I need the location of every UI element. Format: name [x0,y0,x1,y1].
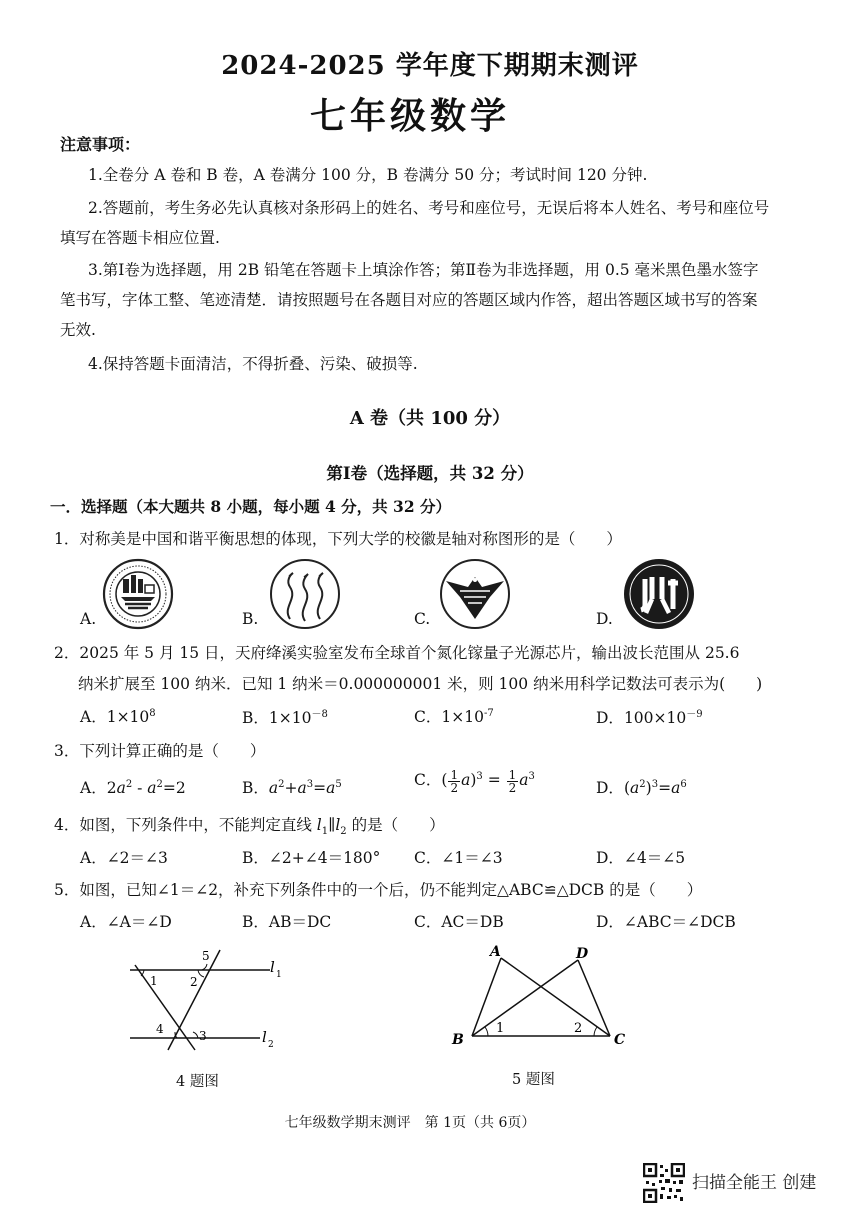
note-item-1: 1.全卷分 A 卷和 B 卷，A 卷满分 100 分，B 卷满分 50 分；考试时间 120 分钟. [88,166,648,184]
q3-option-d-prefix: D． [596,779,624,797]
q2-option-d [596,705,703,728]
fig4-label-2: 2 [190,975,198,989]
q2-option-c [414,705,494,727]
fig5-label-b: B [452,1032,464,1048]
q2-option-d-base: 100×10 [623,709,687,728]
q3-option-c-prefix: C． [414,771,442,789]
volume-a-heading: A 卷（共 100 分） [349,408,511,429]
q4-option-c: C．∠1＝∠3 [414,849,503,867]
fig4-label-l1-sub: 1 [276,970,282,980]
parallel-sign: ∥ [328,816,336,834]
fig5-label-c: C [614,1032,626,1048]
q3-option-c: C．( $\frac{1}{2}$ a)$^3$ = $\frac{1}{2}$ $a^3$ [414,767,535,795]
q5-option-a: A．∠A＝∠D [80,913,172,931]
q2-option-c-base: 1×10 [441,708,484,726]
q4-option-d: D．∠4＝∠5 [596,849,686,867]
fig4-label-5: 5 [202,949,210,963]
line-l1-letter: l [316,816,322,834]
q2-option-c-exp: -7 [483,707,494,719]
question-2-line-1: 2．2025 年 5 月 15 日，天府绛溪实验室发布全球首个氮化镓量子光源芯片，输出波长范围从 25.6 [54,644,740,662]
fig5-label-1: 1 [496,1021,505,1036]
question-3: 3．下列计算正确的是（ ） [54,742,266,760]
fig4-label-l1: l [270,958,275,976]
q4-option-a: A．∠2＝∠3 [80,849,168,867]
section-one-heading: 一．选择题（本大题共 8 小题，每小题 4 分，共 32 分） [50,497,452,516]
q3-option-b: B．$a^2+a^3=a^5$ [242,778,342,797]
q1-option-b-label: B. [242,610,259,628]
q1-option-d-label: D. [596,610,613,628]
q3-option-d: D．$(a^2)^3=a^6$ [596,778,687,797]
q2-option-a-base: 1×10 [106,708,150,726]
fig4-angle-2-arc [198,970,204,977]
question-5: 5．如图，已知∠1＝∠2，补充下列条件中的一个后，仍不能判定△ABC≌△DCB 的是（ ） [54,881,703,899]
q1-option-a-label: A. [80,610,97,628]
qr-code-icon [643,1163,685,1203]
q3-option-a: A．$2a^2 - a^2=2$ [80,778,186,797]
q2-option-c-prefix: C． [414,708,442,726]
part1-heading: 第Ⅰ卷（选择题，共 32 分） [326,464,534,483]
scanner-watermark: 扫描全能王 创建 [692,1173,817,1193]
q2-option-b-exp: －8 [311,709,328,720]
fig4-label-3: 3 [199,1029,207,1043]
note-item-2: 2.答题前，考生务必先认真核对条形码上的姓名、考号和座位号，无误后将本人姓名、考号和座位号填写在答题卡相应位置. [60,199,770,247]
q1-option-c-label: C. [414,610,431,628]
line-l2-letter: l [335,816,341,834]
q2-option-b-prefix: B． [242,709,269,728]
q5-option-c: C．AC＝DB [414,913,504,931]
notes-title: 注意事项： [60,135,141,154]
question-4 [54,813,445,837]
line-l1-sub: 1 [321,826,329,838]
q2-option-a-exp: 8 [149,707,156,719]
fig4-angle-3-arc [193,1032,198,1038]
exam-subject: 七年级数学 [309,95,510,137]
q5-option-b: B．AB＝DC [242,913,332,931]
q3-option-b-prefix: B． [242,779,269,797]
fig5-angle-2-arc [594,1027,597,1036]
q2-option-a [80,705,156,727]
q5-option-d: D．∠ABC＝∠DCB [596,913,736,931]
question-4-text-start: 4．如图，下列条件中，不能判定直线 [54,816,317,834]
q2-option-d-exp: －9 [686,709,703,720]
note-item-3: 3.第Ⅰ卷为选择题，用 2B 铅笔在答题卡上填涂作答；第Ⅱ卷为非选择题，用 0.5 毫米黑色墨水签字笔书写，字体工整、笔迹清楚．请按照题号在各题目对应的答题区域内作答，超出答题区域书写的答案无效. [60,261,759,339]
q2-option-d-prefix: D． [596,709,624,728]
question-2-line-2: 纳米扩展至 100 纳米．已知 1 纳米＝0.000000001 米，则 100 纳米用科学记数法可表示为( ) [78,675,763,693]
fig4-label-l2: l [262,1028,267,1046]
fig4-angle-5-arc [202,964,207,970]
fig5-angle-1-arc [485,1027,488,1036]
figure-5-diagram [444,940,634,1050]
figure-4-diagram [120,940,300,1060]
emblem-b-icon [268,557,342,631]
fig4-label-l2-sub: 2 [268,1040,274,1050]
q4-option-b: B．∠2+∠4＝180° [242,849,381,867]
exam-title: 2024-2025 学年度下期期末测评 [221,51,639,81]
fig4-label-1: 1 [150,974,158,988]
emblem-d-icon [622,557,696,631]
q2-option-b-base: 1×10 [268,709,312,728]
note-item-4: 4.保持答题卡面清洁，不得折叠、污染、破损等. [88,355,418,373]
q2-option-a-prefix: A． [80,708,107,726]
fig5-segment-bd [472,960,578,1036]
q2-option-b [242,705,328,728]
fig5-label-d: D [576,946,589,962]
emblem-a-icon [101,557,175,631]
fig5-label-a: A [490,944,501,960]
emblem-c-icon [438,557,512,631]
fig4-label-4: 4 [156,1022,164,1036]
figure-5-caption: 5 题图 [512,1072,555,1088]
line-l2-sub: 2 [340,826,347,838]
q3-option-a-prefix: A． [80,779,107,797]
question-4-text-end: 的是（ ） [346,816,445,834]
question-1: 1．对称美是中国和谐平衡思想的体现，下列大学的校徽是轴对称图形的是（ ） [54,530,622,548]
fig5-label-2: 2 [574,1021,583,1036]
figure-4-caption: 4 题图 [176,1074,219,1090]
page-footer: 七年级数学期末测评 第 1页（共 6页） [284,1115,536,1131]
